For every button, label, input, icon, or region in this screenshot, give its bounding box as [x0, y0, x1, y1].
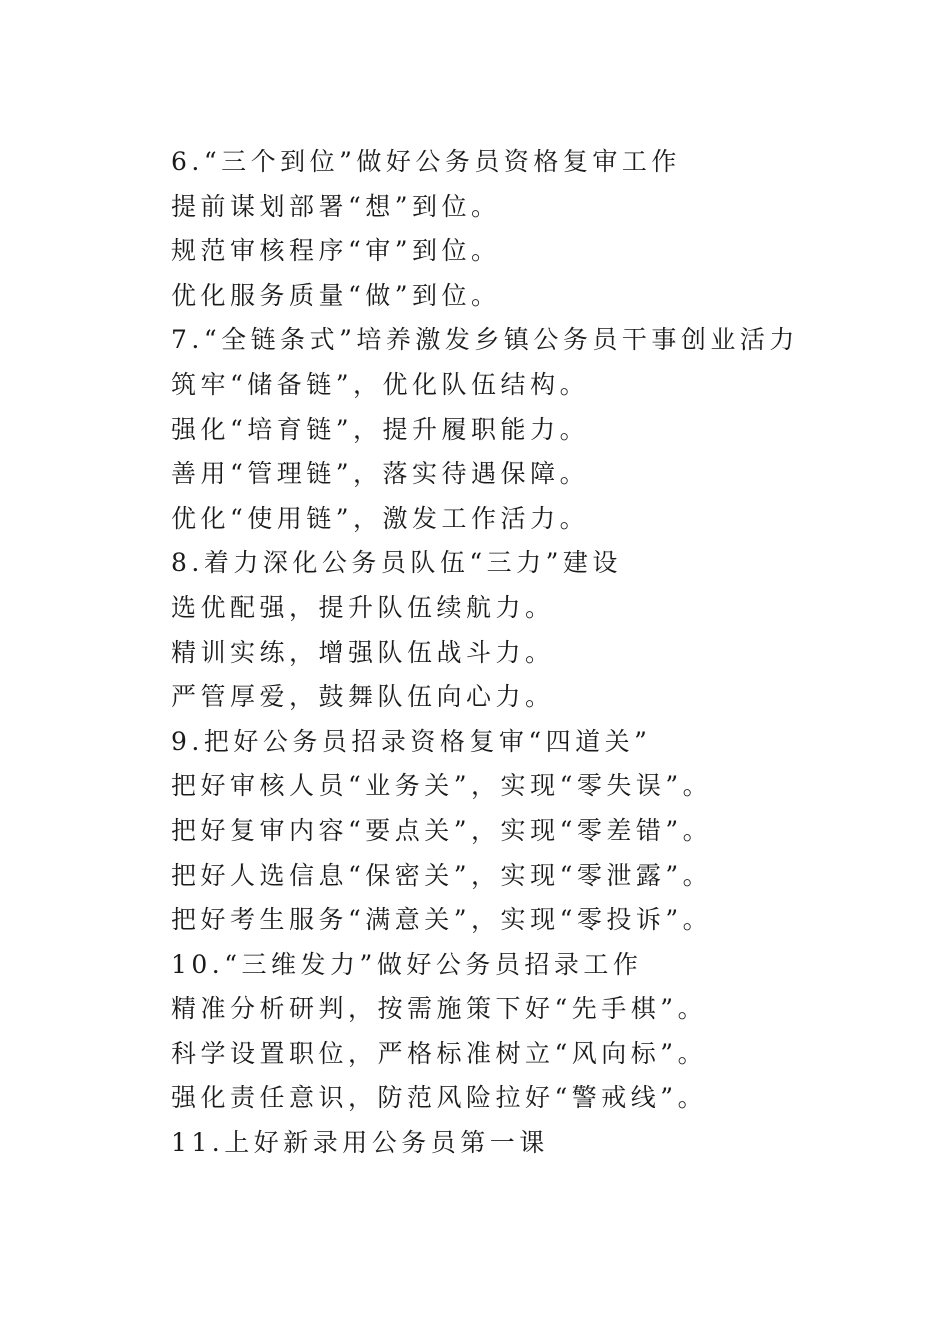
- paragraph-line: 科学设置职位，严格标准树立“风向标”。: [171, 1038, 708, 1068]
- paragraph-line: 善用“管理链”，落实待遇保障。: [171, 459, 590, 489]
- paragraph-line: 规范审核程序“审”到位。: [171, 236, 501, 266]
- paragraph-line: 精准分析研判，按需施策下好“先手棋”。: [171, 994, 708, 1024]
- heading-6: 6.“三个到位”做好公务员资格复审工作: [171, 147, 681, 176]
- paragraph-line: 强化“培育链”，提升履职能力。: [171, 414, 590, 444]
- paragraph-line: 选优配强，提升队伍续航力。: [171, 592, 555, 622]
- paragraph-line: 把好复审内容“要点关”，实现“零差错”。: [171, 815, 713, 845]
- paragraph-line: 强化责任意识，防范风险拉好“警戒线”。: [171, 1083, 708, 1113]
- paragraph-line: 筑牢“储备链”，优化队伍结构。: [171, 369, 590, 399]
- paragraph-line: 把好人选信息“保密关”，实现“零泄露”。: [171, 860, 713, 890]
- heading-11: 11.上好新录用公务员第一课: [171, 1128, 549, 1158]
- paragraph-line: 精训实练，增强队伍战斗力。: [171, 637, 555, 667]
- paragraph-line: 把好考生服务“满意关”，实现“零投诉”。: [171, 905, 713, 935]
- paragraph-line: 优化服务质量“做”到位。: [171, 280, 501, 310]
- paragraph-line: 把好审核人员“业务关”，实现“零失误”。: [171, 771, 713, 801]
- paragraph-line: 提前谋划部署“想”到位。: [171, 191, 501, 221]
- heading-9: 9.把好公务员招录资格复审“四道关”: [171, 726, 652, 756]
- heading-8: 8.着力深化公务员队伍“三力”建设: [171, 548, 622, 578]
- heading-10: 10.“三维发力”做好公务员招录工作: [171, 949, 643, 979]
- heading-7: 7.“全链条式”培养激发乡镇公务员干事创业活力: [171, 325, 799, 355]
- document-body: [171, 140, 891, 1166]
- paragraph-line: 优化“使用链”，激发工作活力。: [171, 503, 590, 533]
- paragraph-line: 严管厚爱，鼓舞队伍向心力。: [171, 682, 555, 712]
